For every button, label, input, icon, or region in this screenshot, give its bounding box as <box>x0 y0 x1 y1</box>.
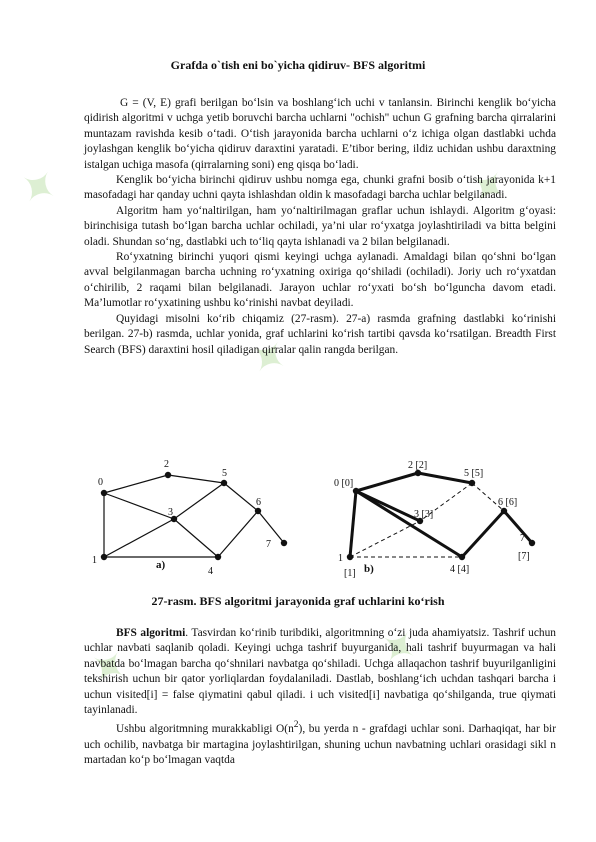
graph-node <box>469 480 475 486</box>
paragraph: Algoritm ham yo‘naltirilgan, ham yo‘naltirilmagan graflar uchun ishlaydi. Algoritm g‘oyasi: birinchisiga tutash bo‘lgan barcha uchlar ochiladi, ya’ni ular ro‘yxatga joylashtiriladi va bitta belgini oladi. Shundan so‘ng, dastlabki uch to‘liq qayta ishlanadi va 2 bilan belgilanadi. <box>84 204 556 248</box>
graph-node <box>353 488 359 494</box>
superscript: 2 <box>293 720 299 731</box>
node-label: 7 <box>266 539 271 550</box>
node-label: 2 [2] <box>408 460 428 471</box>
page-title: Grafda o`tish eni bo`yicha qidiruv- BFS algoritmi <box>170 58 426 72</box>
figure-caption: 27-rasm. BFS algoritmi jarayonida graf uchlarini ko‘rish <box>151 594 445 608</box>
paragraph-text: Ushbu algoritmning murakkabligi O(n <box>116 723 294 736</box>
bfs-term: BFS algoritmi <box>116 627 186 639</box>
node-label: 3 [3] <box>414 509 434 520</box>
node-label: 5 <box>222 468 227 479</box>
paragraph <box>84 626 556 718</box>
graph-b-svg <box>330 455 560 585</box>
graph-node <box>459 554 465 560</box>
watermark: ✦ <box>77 636 142 698</box>
tree-edge <box>462 511 504 557</box>
graph-node <box>347 554 353 560</box>
node-label: 7 <box>520 533 525 544</box>
graph-node <box>221 480 227 486</box>
graph-edge <box>218 511 258 557</box>
node-label: 2 <box>164 459 169 470</box>
node-label: [1] <box>344 568 356 579</box>
node-label: 4 <box>208 566 213 577</box>
figure-graph-b <box>330 455 560 585</box>
watermark: ✦ <box>457 156 522 218</box>
graph-node <box>215 554 221 560</box>
graph-edge <box>104 519 174 557</box>
node-label: 6 <box>256 497 261 508</box>
node-label: [7] <box>518 551 530 562</box>
graph-a-svg <box>84 455 304 585</box>
figure-label: b) <box>364 563 374 575</box>
node-label: 6 [6] <box>498 497 518 508</box>
graph-edge <box>174 483 224 519</box>
graph-edge <box>104 475 168 493</box>
graph-edge <box>224 483 258 511</box>
graph-node <box>529 540 535 546</box>
watermark: ✦ <box>367 616 432 678</box>
bfs-section <box>84 626 556 768</box>
graph-node <box>101 490 107 496</box>
graph-edge <box>258 511 284 543</box>
tree-edge <box>356 491 462 557</box>
graph-node <box>501 508 507 514</box>
figure-label: a) <box>156 559 166 571</box>
graph-node <box>255 508 261 514</box>
node-label: 3 <box>168 507 173 518</box>
paragraph-text: ), bu yerda n - grafdagi uchlar soni. Darhaqiqat, har bir uch ochilib, navbatga bir martagina joylashtirilgan, shuning uchun navbatning uchlari orasidagi sikl n martadan ko‘p bo‘lmagan vaqtda <box>84 723 556 767</box>
paragraph: Quyidagi misolni ko‘rib chiqamiz (27-rasm). 27-a) rasmda grafning dastlabki ko‘rinishi berilgan. 27-b) rasmda, uchlar yonida, graf uchlarini ko‘rish tartibi qavsda ko‘rsatilgan. Breadth First Search (BFS) daraxtini hosil qiladigan qirralar qalin rangda berilgan. <box>84 312 556 356</box>
node-label: 1 <box>92 555 97 566</box>
tree-edge <box>356 473 418 491</box>
non-tree-edge <box>350 521 420 557</box>
paragraph-text: . Tasvirdan ko‘rinib turibdiki, algoritmning o‘zi juda ahamiyatsiz. Tashrif uchun uchlar navbati saqlanib qoladi. Keyingi uchga tashrif buyurganida, hali tashrif buyurmagan va hali navbatda bo‘lmagan barcha qo‘shnilari navbatga qo‘shiladi. Uchga allaqachon tashrif buyurilganligini tekshirish uchun bir qator yorliqlardan foydalaniladi. Dastlab, boshlang‘ich uchdan tashqari barcha i uchun visited[i] = false qiymatini qabul qiladi. i uch visited[i] navbatiga qo‘shilganda, true qiymati tayinlanadi. <box>84 627 556 717</box>
intro-text <box>84 96 556 358</box>
paragraph: G = (V, E) grafi berilgan bo‘lsin va boshlang‘ich uchi v tanlansin. Birinchi kenglik bo‘yicha qidirish algoritmi v uchga yetib boruvchi barcha uchlarni "ochish" uchun G grafning barcha qirralarini muntazam ravishda kesib o‘tadi. O‘tish jarayonida barcha uchlarni o‘z ichiga olgan dastlabki uchda joylashgan kenglik bo‘yicha qidiruv daraxtini yaratadi. E’tibor bering, ildiz uchidan ushbu daraxtning istalgan uchiga masofa (qirralarning soni) eng qisqa bo‘ladi. <box>84 97 556 171</box>
node-label: 4 [4] <box>450 564 470 575</box>
tree-edge <box>504 511 532 543</box>
tree-edge <box>350 491 356 557</box>
paragraph <box>84 718 556 768</box>
graph-node <box>165 472 171 478</box>
graph-node <box>101 554 107 560</box>
graph-node <box>281 540 287 546</box>
paragraph: Ro‘yxatning birinchi yuqori qismi keyingi uchga aylanadi. Amaldagi bilan qo‘shni bo‘lgan avval belgilanmagan barcha uchning ro‘yxatning oxiriga qo‘shiladi (ochiladi). Joriy uch ro‘yxatdan o‘chirilib, 2 raqami bilan belgilanadi. Jarayon uchlar ro‘yxati bo‘sh bo‘lguncha davom etadi. Ma’lumotlar ro‘yxatining ushbu ko‘rinishi navbat deyiladi. <box>84 251 556 310</box>
node-label: 5 [5] <box>464 468 484 479</box>
node-label: 0 <box>98 477 103 488</box>
graph-edge <box>104 493 174 519</box>
node-label: 1 <box>338 553 343 564</box>
watermark: ✦ <box>7 156 72 218</box>
graph-edge <box>174 519 218 557</box>
node-label: 0 [0] <box>334 478 354 489</box>
watermark: ✦ <box>237 326 302 388</box>
paragraph: Kenglik bo‘yicha birinchi qidiruv ushbu nomga ega, chunki grafni bosib o‘tish jarayonida k+1 masofadagi har qanday uchni qayta ishlashdan oldin k masofadagi barcha uchlar belgilanadi. <box>84 174 556 202</box>
figure-graph-a <box>84 455 304 585</box>
graph-edge <box>168 475 224 483</box>
